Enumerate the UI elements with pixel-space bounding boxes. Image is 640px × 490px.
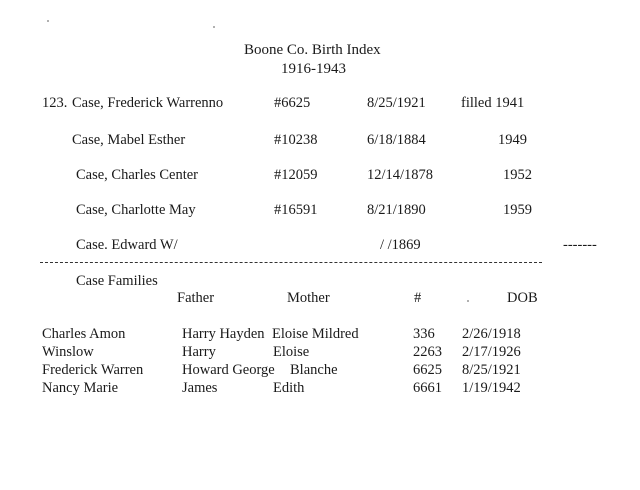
family-child: Nancy Marie (42, 380, 119, 396)
entry-note: 1959 (503, 202, 532, 218)
entry-number: #10238 (274, 132, 318, 148)
family-child: Charles Amon (42, 326, 126, 342)
dashed-divider (40, 262, 542, 263)
families-heading: Case Families (76, 273, 158, 289)
family-father: James (182, 380, 218, 396)
scan-speck (47, 20, 49, 22)
trailing-dash: ------- (563, 237, 597, 253)
entry-note: filled 1941 (461, 95, 525, 111)
entry-name: Case, Frederick Warrenno (72, 95, 224, 111)
family-number: 6661 (413, 380, 442, 396)
family-father: Harry (182, 344, 216, 360)
entry-number: #12059 (274, 167, 318, 183)
entry-name: Case, Charles Center (76, 167, 199, 183)
column-number: # (414, 290, 422, 306)
family-dob: 8/25/1921 (462, 362, 521, 378)
entry-number: #16591 (274, 202, 318, 218)
family-mother: Eloise (273, 344, 310, 360)
family-father: Howard George (182, 362, 275, 378)
entry-date: 8/21/1890 (367, 202, 426, 218)
family-dob: 2/17/1926 (462, 344, 521, 360)
entry-name: Case. Edward W/ (76, 237, 178, 253)
family-dob: 1/19/1942 (462, 380, 521, 396)
family-mother: Blanche (290, 362, 338, 378)
column-dob: DOB (507, 290, 538, 306)
column-father: Father (177, 290, 215, 306)
family-mother: Edith (273, 380, 305, 396)
scan-speck (467, 300, 469, 302)
document-years: 1916-1943 (281, 61, 346, 77)
family-dob: 2/26/1918 (462, 326, 521, 342)
family-mother: Eloise Mildred (272, 326, 359, 342)
family-father: Harry Hayden (182, 326, 265, 342)
entry-number: #6625 (274, 95, 311, 111)
entry-prefix: 123. (42, 95, 68, 111)
entry-note: 1949 (498, 132, 527, 148)
entry-name: Case, Charlotte May (76, 202, 196, 218)
scan-speck (213, 26, 215, 28)
family-number: 336 (413, 326, 435, 342)
entry-date: 8/25/1921 (367, 95, 426, 111)
entry-date: / /1869 (380, 237, 421, 253)
family-number: 6625 (413, 362, 442, 378)
entry-date: 6/18/1884 (367, 132, 426, 148)
family-number: 2263 (413, 344, 442, 360)
entry-note: 1952 (503, 167, 532, 183)
entry-date: 12/14/1878 (367, 167, 434, 183)
document-title: Boone Co. Birth Index (244, 42, 381, 58)
entry-name: Case, Mabel Esther (72, 132, 186, 148)
family-child: Frederick Warren (42, 362, 144, 378)
family-child: Winslow (42, 344, 94, 360)
column-mother: Mother (287, 290, 330, 306)
